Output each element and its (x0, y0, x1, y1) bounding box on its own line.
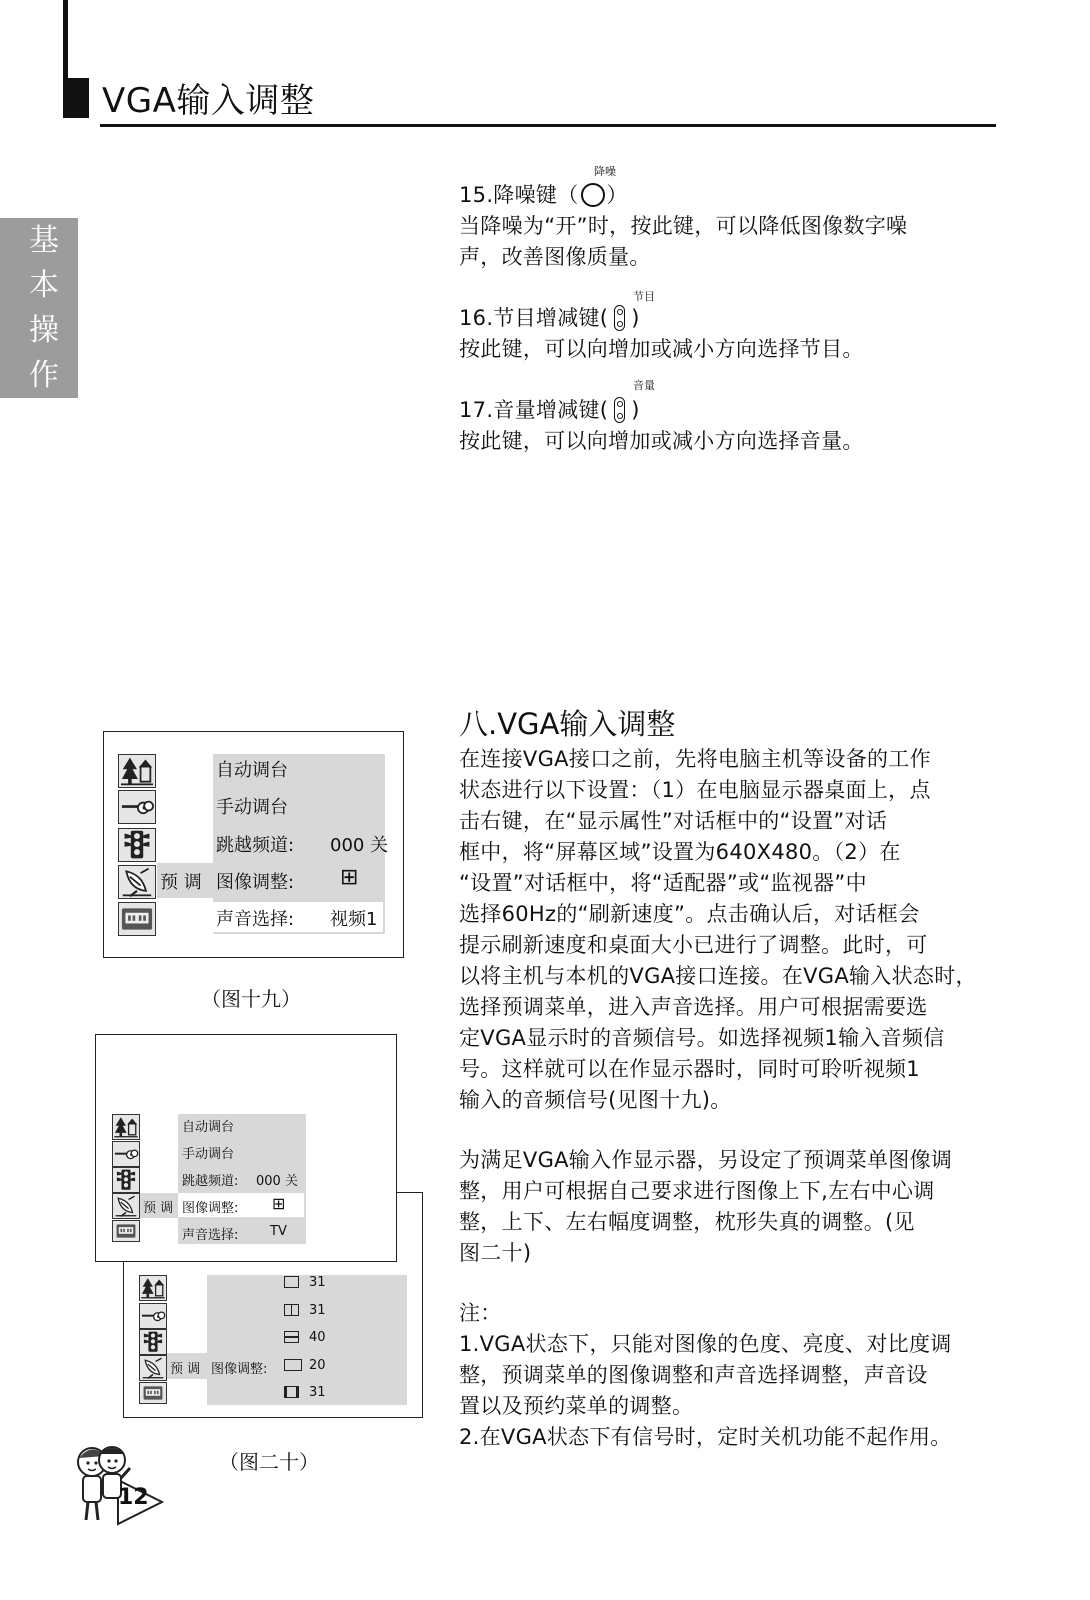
key-15-line: 当降噪为“开”时，按此键，可以降低图像数字噪 (459, 214, 908, 238)
side-tab-char: 基 (29, 223, 59, 258)
notes (459, 1298, 952, 1453)
image-adjust-icon: ⊞ (340, 865, 359, 890)
vertical-size-value: 40 (309, 1330, 326, 1345)
fig19-item-auto-tune: 自动调台 (216, 760, 288, 781)
satellite-dish-icon (118, 865, 156, 899)
section-title: 八.VGA输入调整 (459, 707, 676, 741)
note-line: 置以及预约菜单的调整。 (459, 1394, 694, 1418)
tree-icon (139, 1275, 167, 1301)
key-17-title: 17.音量增减键( (459, 398, 609, 422)
fig20-item-manual-tune: 手动调台 (182, 1147, 235, 1162)
clock-icon (118, 902, 156, 936)
fig20-value-skip: 000 关 (256, 1174, 298, 1189)
side-tab (0, 218, 78, 398)
para-line: 以将主机与本机的VGA接口连接。在VGA输入状态时， (459, 964, 977, 988)
key-16-line: 按此键，可以向增加或减小方向选择节目。 (459, 337, 864, 361)
fig19-value-skip: 000 关 (330, 835, 389, 856)
vertical-size-icon (284, 1331, 299, 1343)
key-15-title: 15.降噪键（ (459, 183, 579, 207)
guitar-icon (139, 1303, 167, 1329)
volume-updown-icon (614, 397, 625, 423)
clock-icon (112, 1220, 140, 1242)
horizontal-position-value: 31 (309, 1303, 326, 1318)
fig20-selected-label: 预 调 (143, 1201, 174, 1216)
fig19-value-sound: 视频1 (330, 909, 378, 930)
guitar-icon (118, 790, 156, 824)
note-line: 1.VGA状态下，只能对图像的色度、亮度、对比度调 (459, 1332, 952, 1356)
para-line: 在连接VGA接口之前，先将电脑主机等设备的工作 (459, 747, 931, 771)
header-rule (100, 124, 996, 127)
para-line: 选择预调菜单，进入声音选择。用户可根据需要选 (459, 995, 928, 1019)
page-number: 12 (118, 1485, 149, 1510)
noise-key-label: 降噪 (594, 165, 616, 178)
key-16-title-end: ) (631, 306, 640, 330)
noise-key-icon (581, 183, 605, 207)
fig20-item-sound-select: 声音选择: (182, 1228, 239, 1243)
program-key-label: 节目 (633, 290, 655, 303)
tree-icon (118, 754, 156, 788)
para-line: 输入的音频信号(见图十九)。 (459, 1088, 732, 1112)
fig19-caption: （图十九） (201, 987, 301, 1011)
para-line: 选择60Hz的“刷新速度”。点击确认后，对话框会 (459, 902, 920, 926)
side-tab-char: 操 (29, 313, 59, 348)
fig19-frame (103, 731, 404, 958)
fig20-caption: （图二十） (219, 1450, 319, 1474)
traffic-light-icon (112, 1167, 140, 1193)
vertical-position-value: 31 (309, 1275, 326, 1290)
fig20-menu-frame (95, 1034, 397, 1262)
key-15-line: 声，改善图像质量。 (459, 245, 651, 269)
para-line: 为满足VGA输入作显示器，另设定了预调菜单图像调 (459, 1148, 953, 1172)
page-title: VGA输入调整 (102, 81, 315, 121)
section-para-1 (459, 744, 977, 1116)
vertical-position-icon (284, 1276, 299, 1288)
guitar-icon (112, 1141, 140, 1167)
fig20-item-image-adjust: 图像调整: (182, 1201, 239, 1216)
note-line: 2.在VGA状态下有信号时，定时关机功能不起作用。 (459, 1425, 952, 1449)
fig20-item-skip-channel: 跳越频道: (182, 1174, 239, 1189)
fig20-sub-selected-label: 预 调 (170, 1362, 201, 1377)
fig19-selected-label: 预 调 (160, 872, 202, 893)
para-line: 整，上下、左右幅度调整，枕形失真的调整。(见 (459, 1210, 915, 1234)
fig19-item-skip-channel: 跳越频道: (216, 835, 295, 856)
horizontal-size-value: 20 (309, 1358, 326, 1373)
para-line: 框中，将“屏幕区域”设置为640X480。（2）在 (459, 840, 901, 864)
para-line: 击右键，在“显示属性”对话框中的“设置”对话 (459, 809, 888, 833)
pincushion-value: 31 (309, 1385, 326, 1400)
volume-key-label: 音量 (633, 379, 655, 392)
para-line: 状态进行以下设置：（1）在电脑显示器桌面上，点 (459, 778, 931, 802)
para-line: 提示刷新速度和桌面大小已进行了调整。此时，可 (459, 933, 928, 957)
para-line: 定VGA显示时的音频信号。如选择视频1输入音频信 (459, 1026, 945, 1050)
para-line: “设置”对话框中，将“适配器”或“监视器”中 (459, 871, 867, 895)
key-16-title: 16.节目增减键( (459, 306, 609, 330)
pincushion-icon (284, 1386, 299, 1398)
para-line: 图二十) (459, 1241, 532, 1265)
horizontal-size-icon (284, 1359, 302, 1371)
key-17 (459, 395, 864, 457)
key-15 (459, 180, 907, 273)
tree-icon (112, 1114, 140, 1140)
key-16 (459, 303, 864, 365)
fig20-value-sound: TV (270, 1224, 287, 1239)
note-line: 整，预调菜单的图像调整和声音选择调整，声音设 (459, 1363, 928, 1387)
program-updown-icon (614, 305, 625, 331)
image-adjust-icon: ⊞ (272, 1194, 286, 1213)
header-bar (63, 0, 68, 78)
fig20-item-auto-tune: 自动调台 (182, 1120, 235, 1135)
side-tab-char: 本 (29, 268, 59, 303)
side-tab-char: 作 (29, 358, 59, 393)
horizontal-position-icon (284, 1304, 299, 1316)
mascot-page-badge (70, 1440, 165, 1530)
key-17-title-end: ) (631, 398, 640, 422)
fig19-item-image-adjust: 图像调整: (216, 872, 295, 893)
fig20-sub-panel (207, 1275, 407, 1405)
fig19-item-manual-tune: 手动调台 (216, 797, 288, 818)
key-15-title-end: ） (606, 183, 628, 207)
section-para-2 (459, 1145, 952, 1269)
key-17-line: 按此键，可以向增加或减小方向选择音量。 (459, 429, 864, 453)
traffic-light-icon (118, 828, 156, 862)
para-line: 号。这样就可以在作显示器时，同时可聆听视频1 (459, 1057, 920, 1081)
clock-icon (139, 1382, 167, 1404)
para-line: 整，用户可根据自己要求进行图像上下,左右中心调 (459, 1179, 935, 1203)
satellite-dish-icon (112, 1193, 140, 1219)
header-block (63, 78, 89, 118)
fig19-item-sound-select: 声音选择: (216, 909, 295, 930)
traffic-light-icon (139, 1329, 167, 1355)
fig20-sub-item-image-adjust: 图像调整: (211, 1362, 268, 1377)
satellite-dish-icon (139, 1355, 167, 1381)
note-title: 注： (459, 1301, 502, 1325)
